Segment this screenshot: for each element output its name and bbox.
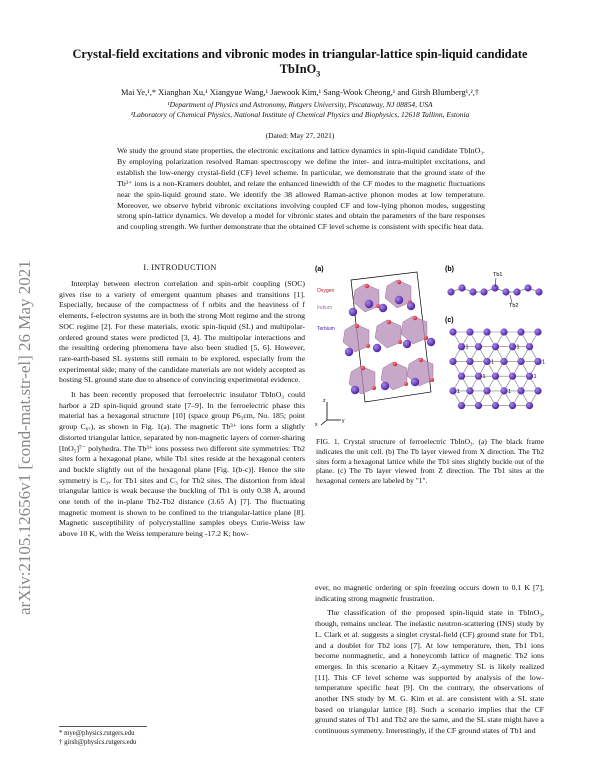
terbium-atom xyxy=(395,296,403,304)
legend-indium: Indium xyxy=(317,305,333,311)
terbium-atom xyxy=(480,288,487,295)
footnotes xyxy=(59,729,299,747)
terbium-atom xyxy=(365,300,373,308)
oxygen-atom xyxy=(404,382,408,386)
tb1-site-label: 1 xyxy=(508,388,512,395)
terbium-atom xyxy=(466,387,473,394)
title-line2: TbInO xyxy=(279,62,317,76)
oxygen-atom xyxy=(419,358,423,362)
oxygen-atom xyxy=(393,362,397,366)
tb1-site-label: 1 xyxy=(465,344,469,351)
terbium-atom xyxy=(517,358,524,365)
terbium-atom xyxy=(483,387,490,394)
panel-a-label: (a) xyxy=(315,266,324,273)
terbium-atom xyxy=(513,288,520,295)
terbium-atom xyxy=(407,302,415,310)
terbium-atom xyxy=(469,288,476,295)
oxygen-atom xyxy=(355,324,359,328)
intro-paragraph-2: It has been recently proposed that ferroelectric insulator TbInO₃ could harbor a 2D spin-liquid ground state [7–9]. In the ferroelectric phase this material has a hexagonal structure [10] (space group P6₃cm, No. 185; point group C₆ᵥ), as shown in Fig. 1(a). The magnetic Tb³⁺ ions form a slightly distorted triangular lattice, separated by non-magnetic layers of corner-sharing [InO₅]⁷⁻ polyhedra. The Tb³⁺ ions possess two different site symmetries: Tb2 sites form a hexagonal plane, while Tb1 sites reside at the hexagonal centers and buckle slightly out of the hexagonal plane [Fig. 1(b-c)]. Hence the site symmetry is C₃ᵥ for Tb1 sites and C₃ for Tb2 sites. The distortion from ideal triangular lattice is weak because the buckling of Tb1 is only 0.38 Å, around one tenth of the in-plane Tb2-Tb2 distance (3.65 Å) [7]. The fluctuating magnetic moment is shown to be confined to the triangular-lattice plane [8]. Magnetic susceptibility of polycrystalline samples obeys Curie-Weiss law above 10 K, with the Weiss temperature being -17.2 K; how- xyxy=(59,390,305,539)
axis-y-label: y xyxy=(342,418,345,424)
terbium-atom xyxy=(535,288,542,295)
terbium-atom xyxy=(534,387,541,394)
terbium-atom xyxy=(449,328,456,335)
terbium-atom xyxy=(475,373,482,380)
terbium-atom xyxy=(483,358,490,365)
oxygen-atom xyxy=(398,340,402,344)
right-paragraph: The classification of the proposed spin-liquid state in TbInO₃, though, remains unclear. The inelastic neutron-scattering (INS) study by L. Clark et al. suggests a singlet crystal-field (CF) ground state for Tb1, and a doublet for Tb2 ions [7]. At low temperature, then, Tb1 ions become nonmagnetic, and a honeycomb lattice of magnetic Tb2 ions emerges. In this scenario a Kitaev Z₂-symmetry SL is likely realized [11]. This CF level scheme was supported by analysis of the low-temperature specific heat [9]. On the contrary, the observations of another INS study by M. G. Kim et al. are consistent with a SL state based on triangular lattice [8]. Such a scenario implies that the CF ground states of Tb1 and Tb2 are the same, and the SL state might have a continuous symmetry. Interestingly, if the CF ground states of Tb1 and xyxy=(315,608,544,736)
axis-triad xyxy=(315,398,345,427)
terbium-atom xyxy=(526,343,533,350)
tb2-label: Tb2 xyxy=(509,303,519,309)
terbium-atom xyxy=(373,344,381,352)
right-column xyxy=(315,583,544,737)
terbium-atom xyxy=(526,373,533,380)
axis-z-label: z xyxy=(323,398,326,404)
oxygen-atom xyxy=(397,280,401,284)
arxiv-sidebar xyxy=(10,150,38,620)
terbium-atom xyxy=(449,358,456,365)
terbium-atom xyxy=(500,387,507,394)
oxygen-atom xyxy=(430,378,434,382)
abstract: We study the ground state properties, the electronic excitations and lattice dynamics in spin-liquid candidate TbInO₃. By employing polarization resolved Raman spectroscopy we define the inter- and intra-multiplet excitations, and establish the low-energy crystal-field (CF) level scheme. In particular, we demonstrate that the ground state of the Tb³⁺ ions is a non-Kramers doublet, and relate the enhanced linewidth of the CF modes to the magnetic fluctuations near the spin-liquid ground state. We identify the 38 allowed Raman-active phonon modes at low temperature. Moreover, we observe hybrid vibronic excitations involving coupled CF and low-lying phonon modes, suggesting strong spin-lattice dynamics. We develop a model for vibronic states and obtain the parameters of the bare responses and coupling strength. We further demonstrate that the obtained CF level scheme is consistent with specific heat data. xyxy=(117,146,485,232)
tb-layer-top-view xyxy=(449,328,545,409)
terbium-atom xyxy=(526,402,533,409)
terbium-atom xyxy=(381,382,389,390)
tb1-site-label: 1 xyxy=(542,359,545,366)
terbium-atom xyxy=(466,328,473,335)
terbium-atom xyxy=(509,343,516,350)
terbium-atom xyxy=(509,402,516,409)
footnote-email-1[interactable]: * mye@physics.rutgers.edu xyxy=(59,730,135,737)
terbium-atom xyxy=(500,358,507,365)
title-line1: Crystal-field excitations and vibronic modes in triangular-lattice spin-liquid candidate xyxy=(72,47,528,61)
tb1-site-label: 1 xyxy=(457,388,461,395)
intro-paragraph-1: Interplay between electron correlation and spin-orbit coupling (SOC) gives rise to a variety of emergent quantum phases and transitions [1]. Especially, because of the compactness of f orbits and the heaviness of f elements, f-electron systems are in both the strong Mott regime and the strong SOC regime [2]. For these materials, exotic spin-liquid (SL) and multipolar-ordered ground states were predicted [3, 4]. The multipolar interactions and the resulting ordering phenomena have also been studied [5, 6]. However, rare-earth-based SL systems still remain to be explored, especially from the experimental side; many of the candidate materials are not widely accepted as hosting SL ground state due to absence of convincing experimental evidence. xyxy=(59,279,305,385)
terbium-atom xyxy=(475,343,482,350)
footnote-rule xyxy=(59,726,147,727)
tb2-pointer xyxy=(510,295,512,303)
tb1-site-label: 1 xyxy=(491,359,495,366)
terbium-atom xyxy=(534,358,541,365)
terbium-atom xyxy=(458,343,465,350)
terbium-atom xyxy=(447,288,454,295)
legend-terbium: Terbium xyxy=(317,326,335,332)
terbium-atom xyxy=(449,387,456,394)
terbium-atom xyxy=(349,308,357,316)
paper-title xyxy=(60,47,540,81)
figure-1 xyxy=(313,262,545,427)
terbium-atom xyxy=(351,386,359,394)
terbium-atom xyxy=(475,402,482,409)
panel-b-label: (b) xyxy=(445,266,454,273)
oxygen-atom xyxy=(361,366,365,370)
oxygen-atom xyxy=(365,284,369,288)
terbium-atom xyxy=(458,373,465,380)
tb1-site-label: 1 xyxy=(533,374,537,381)
terbium-atom xyxy=(517,328,524,335)
tb-layer-side-view xyxy=(447,278,542,303)
indium-polyhedron xyxy=(375,320,401,348)
terbium-atom xyxy=(509,373,516,380)
section-heading: I. INTRODUCTION xyxy=(143,263,217,272)
author-list: Mai Ye,¹,* Xianghan Xu,¹ Xiangyue Wang,¹ Jaewook Kim,¹ Sang-Wook Cheong,¹ and Girsh Blumberg¹,²,† xyxy=(120,88,480,97)
affiliation-2: ²Laboratory of Chemical Physics, National Institute of Chemical Physics and Biophysics, 12618 Tallinn, Estonia xyxy=(130,110,470,119)
terbium-atom xyxy=(500,328,507,335)
terbium-atom xyxy=(458,284,465,291)
terbium-atom xyxy=(492,402,499,409)
arxiv-id: arXiv:2105.12656v1 [cond-mat.str-el] 26 May 2021 xyxy=(15,260,34,615)
axis-x-label: x xyxy=(315,422,318,427)
right-continuation: ever, no magnetic ordering or spin freezing occurs down to 0.1 K [7], indicating strong magnetic frustration. xyxy=(315,583,544,603)
tb1-site-label: 1 xyxy=(516,344,520,351)
indium-polyhedron xyxy=(343,324,369,352)
terbium-atom xyxy=(458,402,465,409)
terbium-atom xyxy=(483,328,490,335)
terbium-atom xyxy=(411,378,419,386)
terbium-atom xyxy=(502,288,509,295)
left-column xyxy=(59,279,305,540)
terbium-atom xyxy=(524,284,531,291)
legend-oxygen: Oxygen xyxy=(317,288,335,294)
indium-polyhedron xyxy=(353,284,379,312)
affiliation-1: ¹Department of Physics and Astronomy, Rutgers University, Piscataway, NJ 08854, USA xyxy=(167,100,433,109)
figure-caption: FIG. 1. Crystal structure of ferroelectric TbInO₃. (a) The black frame indicates the unit cell. (b) The Tb layer viewed from X direction. The Tb2 sites form a hexagonal lattice while the Tb1 sites slightly buckle out of the plane. (c) The Tb layer viewed from Z direction. The Tb1 sites at the hexagonal centers are labeled by "1". xyxy=(316,437,544,486)
panel-c-label: (c) xyxy=(445,317,454,324)
affiliations xyxy=(55,100,545,120)
terbium-atom xyxy=(492,373,499,380)
terbium-atom xyxy=(534,328,541,335)
title-subscript: 3 xyxy=(316,69,321,79)
crystal-structure xyxy=(343,272,435,402)
terbium-atom xyxy=(427,338,435,346)
terbium-atom xyxy=(403,340,411,348)
oxygen-atom xyxy=(366,344,370,348)
terbium-atom xyxy=(345,348,353,356)
terbium-atom xyxy=(517,387,524,394)
oxygen-atom xyxy=(413,316,417,320)
indium-polyhedron xyxy=(401,316,427,344)
oxygen-atom xyxy=(372,386,376,390)
oxygen-atom xyxy=(424,336,428,340)
terbium-atom xyxy=(466,358,473,365)
footnote-email-2[interactable]: † girsh@physics.rutgers.edu xyxy=(59,739,137,746)
tb1-site-label: 1 xyxy=(482,374,486,381)
terbium-atom xyxy=(492,343,499,350)
date-line: (Dated: May 27, 2021) xyxy=(265,131,335,140)
terbium-atom xyxy=(379,304,387,312)
tb1-label: Tb1 xyxy=(493,272,503,278)
oxygen-atom xyxy=(387,320,391,324)
